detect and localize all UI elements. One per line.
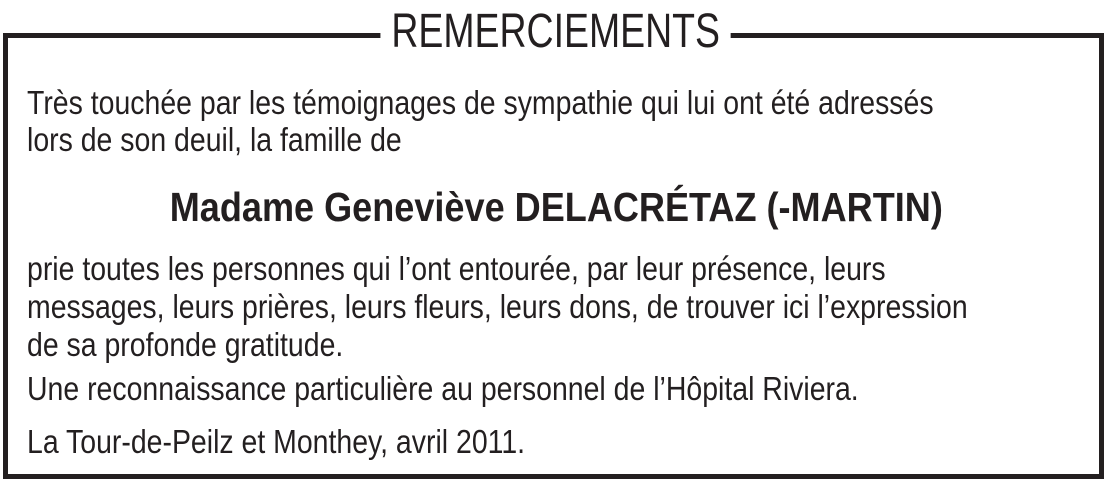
deceased-name-text: Madame Geneviève DELACRÉTAZ (-MARTIN) (169, 184, 943, 230)
special-thanks (27, 370, 1087, 407)
notice-heading (0, 2, 1112, 62)
body-line: messages, leurs prières, leurs fleurs, leurs dons, de trouver ici l’expression (27, 288, 968, 325)
special-thanks-text: Une reconnaissance particulière au personnel de l’Hôpital Riviera. (27, 370, 859, 407)
notice-heading-text: REMERCIEMENTS (381, 2, 732, 62)
intro-paragraph (27, 84, 1087, 158)
body-line: de sa profonde gratitude. (27, 326, 344, 363)
intro-line: lors de son deuil, la famille de (27, 121, 402, 158)
deceased-name (0, 183, 1112, 231)
place-date (27, 423, 1087, 460)
place-date-text: La Tour-de-Peilz et Monthey, avril 2011. (27, 423, 526, 460)
intro-line: Très touchée par les témoignages de sympathie qui lui ont été adressés (27, 84, 934, 121)
body-paragraph (27, 250, 1087, 364)
body-line: prie toutes les personnes qui l’ont entourée, par leur présence, leurs (27, 250, 886, 287)
